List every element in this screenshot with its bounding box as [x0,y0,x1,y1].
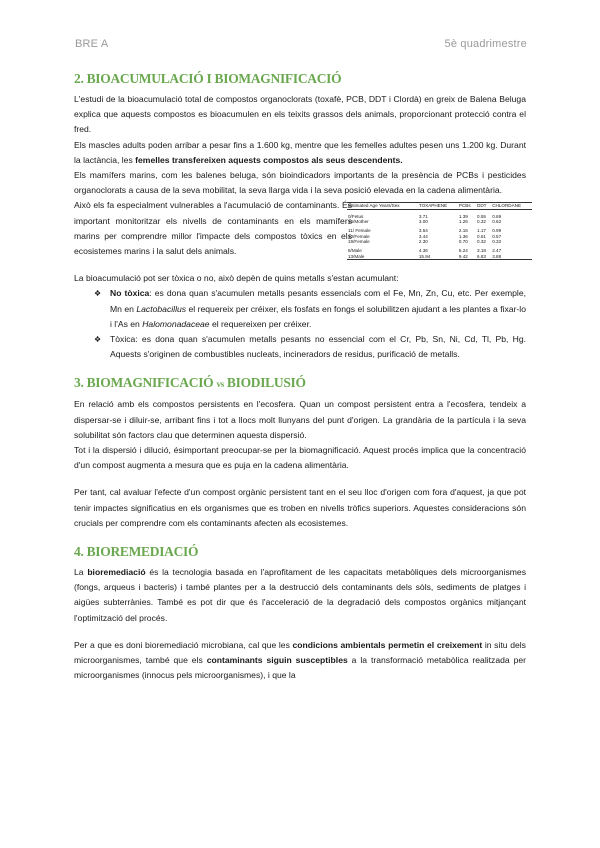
document-body [74,70,526,684]
table-cell: 0.69 [492,213,502,219]
table-cell: 16/Mother [348,219,369,225]
table-header: PCBs [458,203,476,209]
table-header-row [347,203,532,209]
list-item: ❖ No tòxica: es dona quan s'acumulen metalls pesants essencials com el Fe, Mn, Zn, Cu, etc. Per exemple, Mn en Lactobacillus el requereix per créixer, els fosfats en fongs el solubilitzen ajudant a les plantes a fixar-lo i l'As en Halomonadaceae el requereixen per créixer. [94,288,526,329]
bullet-list [74,286,526,362]
table-cell: 10/Female [348,233,370,239]
table-cell: 1.26 [458,219,468,225]
table-cell: 0.32 [477,238,486,244]
table-cell: 0.99 [492,228,502,234]
table-cell: 2.16 [458,228,468,234]
table-cell: 0/Fetus [348,213,364,219]
table-cell: 3.44 [418,233,428,239]
table-cell: 0.55 [477,213,486,219]
table-cell: 0.70 [458,238,468,244]
paragraph: L'estudi de la bioacumulació total de compostos organoclorats (toxafè, PCB, DDT i Clordà) en greix de Balena Beluga explica que aquests compostos es bioacumulen en els teixits grassos dels animals, proporcionant protecció contra el fred. [74,94,526,135]
italic-text: Lactobacillus [136,303,187,314]
table-cell: 5.24 [458,248,468,254]
table-cell: 3.71 [418,213,428,219]
table-cell: 0.32 [477,219,486,225]
table-cell: 0.61 [477,233,486,239]
contaminant-table [347,202,532,260]
paragraph: Tot i la dispersió i dilució, ésimportant preocupar-se per la biomagnificació. Aquest procés implica que la concentració d'un compost augmenta a mesura que es puja en la cadena alimentària. [74,445,526,471]
table-header: Estimated Age Years/Sex [347,203,418,209]
paragraph: La bioremediació és la tecnologia basada en l'aprofitament de les capacitats metabòliques dels microorganismes (fongs, arqueus i bacteris) i també plantes per a la destrucció dels contaminants dels sòls, sediments de platges i aigües subterrànies. També es pot dir que és l'acceleració de la degradació dels compostos orgànics mitjançant l'optimització del procés. [74,567,527,623]
table-cell: 3.54 [418,228,428,234]
table-cell: 1.39 [458,213,468,219]
paragraph: En relació amb els compostos persistents en l'ecosfera. Quan un compost persistent entra a l'ecosfera, tendeix a dispersar-se i diluir-se, arribant fins i tot a llocs molt llunyans del punt d'origen. La grandària de la partícula i la seva solubilitat són factors clau que determinen aquesta dispersió. [74,399,526,440]
table-cell: 2.47 [492,248,502,254]
section-title-bioremediacio: 4. BIOREMEDIACIÓ [74,544,199,560]
paragraph: Això els fa especialment vulnerables a l'acumulació de contaminants. És important monitoritzar els nivells de contaminants en els mamífers marins per comprendre millor l'impacte dels compostos tòxics en els ecosistemes marins i la salut dels animals. [74,200,352,257]
table-row [347,254,532,260]
table-cell: 15.94 [418,253,431,259]
table-cell: 9.42 [458,253,468,259]
table-cell: 1.36 [458,233,468,239]
paragraph: La bioacumulació pot ser tòxica o no, això depèn de quins metalls s'estan acumulant: [74,273,399,284]
table-cell: 0.57 [492,233,502,239]
table-header: TOXAPHENE [418,203,458,209]
section-title-biomagnificacio: 3. BIOMAGNIFICACIÓ vs BIODILUSIÓ [74,375,306,391]
bold-text: bioremediació [87,567,146,578]
table-cell: 3.00 [418,219,428,225]
header-left: BRE A [75,38,109,50]
bold-text: femelles transfereixen aquests compostos als seus descendents. [135,154,403,165]
list-item: ❖ Tòxica: es dona quan s'acumulen metalls pesants no essencial com el Cr, Pb, Sn, Ni, Cd, Tl, Pb, Hg. Aquests s'originen de combustibles nucleats, incineradors de residus, purificació de metalls. [94,334,526,360]
diamond-bullet-icon: ❖ [94,335,102,345]
table-cell: 13/Male [348,253,365,259]
table-cell: 3.88 [492,253,502,259]
table-cell: 11/ Female [348,228,371,234]
paragraph: Els mascles adults poden arribar a pesar fins a 1.600 kg, mentre que les femelles adultes pesen uns 1.200 kg. Durant la lactància, les femelles transfereixen aquests compostos als seus descendents. [74,139,526,165]
table-cell: 4.36 [418,248,428,254]
table-cell: 0.62 [492,219,502,225]
bold-text: condicions ambientals permetin el creixement [292,639,483,650]
header-right: 5è quadrimestre [444,38,527,50]
table-cell: 3.18 [477,248,486,254]
table-cell: 0.32 [492,238,502,244]
table-header: CHLORDANE [491,203,532,209]
paragraph: Per tant, cal avaluar l'efecte d'un compost orgànic persistent tant en el seu lloc d'origen com fora d'aquest, ja que pot tenir impactes significatius en els organismes que es troben en nivells tròfics superiors. Aquestes consideracions són crucials per comprendre com els contaminants afecten als ecosistemes. [74,487,526,528]
table-header: DDT [476,203,491,209]
diamond-bullet-icon: ❖ [94,289,102,299]
italic-text: Halomonadaceae [142,318,210,329]
table-cell: 8/Male [348,248,362,254]
paragraph: Els mamífers marins, com les balenes beluga, són bioindicadors importants de la presència de PCBs i pesticides organoclorats a causa de la seva mobilitat, la seva llarga vida i la seva posició elevada en la cadena alimentària. [74,170,526,196]
text-with-table [74,198,526,259]
paragraph: Per a que es doni bioremediació microbiana, cal que les condicions ambientals permetin el creixement in situ dels microorganismes, també que els contaminants siguin susceptibles a la transformació metabòlica realitzada per microorganismes (innocus pels microorganismes), i que la [74,639,526,681]
table-cell: 19/Female [348,238,370,244]
section-title-bioacumulacio: 2. BIOACUMULACIÓ I BIOMAGNIFICACIÓ [74,71,342,86]
table-cell: 2.30 [418,238,428,244]
table-cell: 1.17 [477,228,486,234]
bold-text: contaminants siguin susceptibles [206,655,348,666]
bold-text: No tòxica [110,288,150,299]
table-cell: 6.83 [477,253,486,259]
